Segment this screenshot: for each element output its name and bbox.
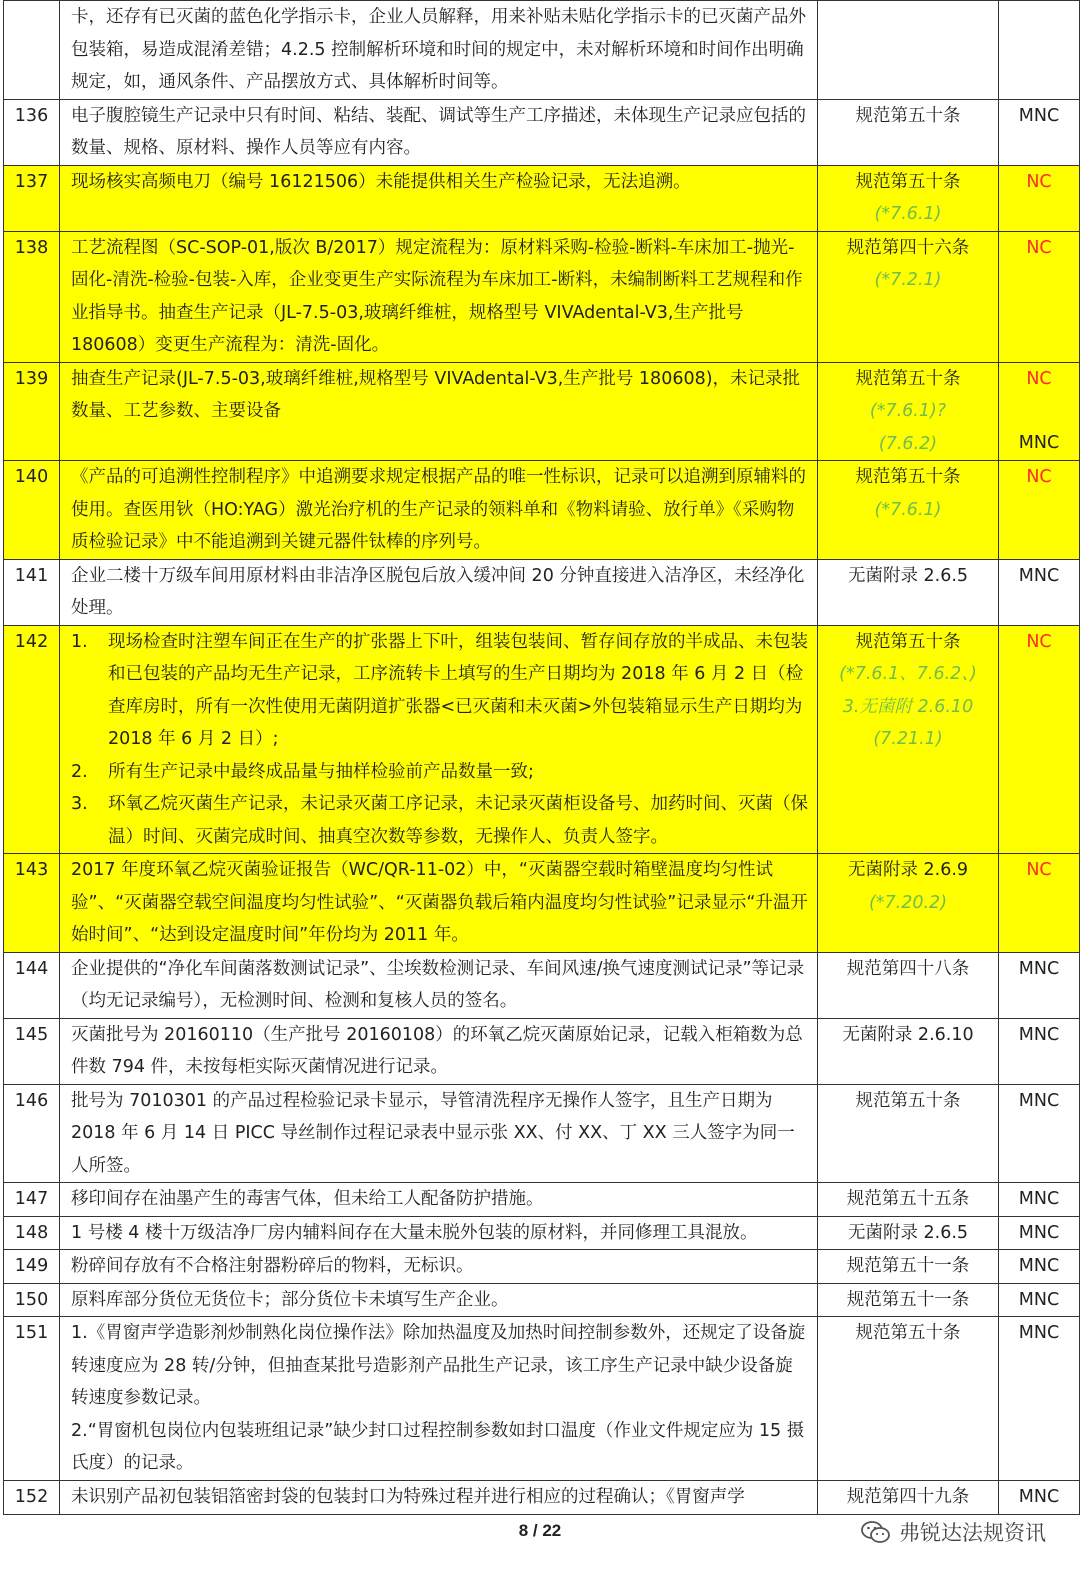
table-row	[4, 1183, 1080, 1217]
clause-annotation: (*7.6.1)	[874, 204, 942, 224]
finding-description: 抽查生产记录(JL-7.5-03,玻璃纤维桩,规格型号 VIVAdental-V3,生产批号 180608)，未记录批数量、工艺参数、主要设备	[60, 362, 818, 461]
grade-label: MNC	[1018, 1090, 1060, 1111]
table-row	[4, 1084, 1080, 1183]
severity-grade	[999, 1, 1080, 100]
grade-label: MNC	[1018, 958, 1060, 979]
regulation-clause: 规范第五十条	[855, 105, 961, 126]
severity-grade	[999, 1084, 1080, 1183]
regulation-reference	[818, 1018, 999, 1084]
regulation-clause: 规范第五十条	[855, 1090, 961, 1111]
grade-label: NC	[1026, 467, 1052, 487]
finding-description: 灭菌批号为 20160110（生产批号 20160108）的环氧乙烷灭菌原始记录，记载入柜箱数为总件数 794 件，未按每柜实际灭菌情况进行记录。	[60, 1018, 818, 1084]
finding-description: 粉碎间存放有不合格注射器粉碎后的物料，无标识。	[60, 1250, 818, 1284]
finding-description	[60, 625, 818, 854]
finding-item-number: 2.	[71, 761, 88, 782]
row-number: 142	[4, 625, 60, 854]
regulation-reference	[818, 952, 999, 1018]
regulation-clause: 规范第五十条	[855, 1323, 961, 1343]
grade-label: NC	[1026, 171, 1052, 192]
wechat-icon	[861, 1520, 891, 1544]
regulation-clause: 规范第四十八条	[846, 958, 970, 979]
regulation-reference	[818, 362, 999, 461]
brand-text: 弗锐达法规资讯	[899, 1521, 1046, 1545]
regulation-reference	[818, 165, 999, 231]
grade-label: NC	[1026, 237, 1052, 258]
findings-table	[3, 0, 1080, 1515]
severity-grade	[999, 952, 1080, 1018]
severity-grade	[999, 1216, 1080, 1250]
clause-annotation: (*7.6.1)?	[869, 401, 947, 421]
clause-annotation: (*7.6.1、7.6.2、)	[839, 664, 977, 684]
regulation-clause: 规范第五十条	[855, 467, 961, 487]
row-number: 147	[4, 1183, 60, 1217]
severity-grade	[999, 1250, 1080, 1284]
finding-description: 原料库部分货位无货位卡；部分货位卡未填写生产企业。	[60, 1283, 818, 1317]
regulation-reference	[818, 1084, 999, 1183]
table-row	[4, 1283, 1080, 1317]
row-number	[4, 1, 60, 100]
row-number: 139	[4, 362, 60, 461]
grade-label-secondary: MNC	[1018, 433, 1060, 453]
grade-label: MNC	[1018, 1256, 1060, 1276]
finding-item-text: 环氧乙烷灭菌生产记录，未记录灭菌工序记录，未记录灭菌柜设备号、加药时间、灭菌（保温）时间、灭菌完成时间、抽真空次数等参数，无操作人、负责人签字。	[108, 794, 808, 847]
clause-annotation: (7.6.2)	[878, 433, 938, 454]
severity-grade	[999, 99, 1080, 165]
finding-paragraph: 2.“胃窗机包岗位内包装班组记录”缺少封口过程控制参数如封口温度（作业文件规定应为 15 摄氏度）的记录。	[71, 1420, 805, 1473]
finding-description: 《产品的可追溯性控制程序》中追溯要求规定根据产品的唯一性标识，记录可以追溯到原辅料的使用。查医用钬（HO:YAG）激光治疗机的生产记录的领料单和《物料请验、放行单》《采购物质检验记录》中不能追溯到关键元器件钛棒的序列号。	[60, 461, 818, 560]
row-number: 137	[4, 165, 60, 231]
row-number: 148	[4, 1216, 60, 1250]
regulation-reference	[818, 854, 999, 953]
finding-item	[71, 626, 809, 756]
finding-description: 批号为 7010301 的产品过程检验记录卡显示，导管清洗程序无操作人签字，且生产日期为 2018 年 6 月 14 日 PICC 导丝制作过程记录表中显示张 XX、付 XX、丁 XX 三人签字为同一人所签。	[60, 1084, 818, 1183]
table-row	[4, 1216, 1080, 1250]
regulation-clause: 规范第五十五条	[846, 1189, 970, 1209]
finding-description: 企业二楼十万级车间用原材料由非洁净区脱包后放入缓冲间 20 分钟直接进入洁净区，未经净化处理。	[60, 559, 818, 625]
clause-annotation: (7.21.1)	[873, 729, 943, 749]
table-row	[4, 1317, 1080, 1481]
grade-label: MNC	[1018, 1189, 1060, 1209]
finding-item	[71, 756, 809, 789]
finding-description: 1 号楼 4 楼十万级洁净厂房内辅料间存在大量未脱外包装的原材料，并同修理工具混放。	[60, 1216, 818, 1250]
regulation-reference	[818, 559, 999, 625]
row-number: 150	[4, 1283, 60, 1317]
row-number: 151	[4, 1317, 60, 1481]
regulation-reference	[818, 1183, 999, 1217]
regulation-clause: 规范第五十条	[855, 171, 961, 192]
clause-annotation: (*7.2.1)	[874, 270, 942, 290]
severity-grade	[999, 854, 1080, 953]
regulation-reference	[818, 1, 999, 100]
regulation-clause: 规范第四十九条	[846, 1486, 970, 1507]
grade-label: MNC	[1018, 1222, 1060, 1243]
table-row	[4, 952, 1080, 1018]
regulation-clause: 规范第五十条	[855, 631, 961, 652]
row-number: 136	[4, 99, 60, 165]
table-row	[4, 99, 1080, 165]
grade-label: MNC	[1018, 105, 1060, 126]
severity-grade	[999, 1283, 1080, 1317]
row-number: 145	[4, 1018, 60, 1084]
row-number: 143	[4, 854, 60, 953]
clause-annotation: (*7.6.1)	[874, 499, 942, 520]
regulation-clause: 无菌附录 2.6.5	[847, 1222, 969, 1243]
regulation-clause: 规范第五十一条	[846, 1256, 970, 1276]
finding-item-list	[71, 626, 809, 854]
finding-description: 未识别产品初包装铝箔密封袋的包装封口为特殊过程并进行相应的过程确认；《胃窗声学	[60, 1480, 818, 1514]
row-number: 140	[4, 461, 60, 560]
regulation-reference	[818, 1480, 999, 1514]
table-row	[4, 1, 1080, 100]
table-row	[4, 1018, 1080, 1084]
severity-grade	[999, 625, 1080, 854]
clause-annotation: (*7.20.2)	[868, 892, 948, 913]
finding-paragraph: 1.《胃窗声学造影剂炒制熟化岗位操作法》除加热温度及加热时间控制参数外，还规定了设备旋转速度应为 28 转/分钟，但抽查某批号造影剂产品批生产记录，该工序生产记录中缺少设备旋转速度参数记录。	[71, 1323, 806, 1408]
regulation-reference	[818, 99, 999, 165]
row-number: 144	[4, 952, 60, 1018]
row-number: 149	[4, 1250, 60, 1284]
brand-label	[861, 1517, 1046, 1547]
regulation-reference	[818, 461, 999, 560]
grade-label: NC	[1026, 860, 1052, 880]
severity-grade	[999, 1317, 1080, 1481]
regulation-reference	[818, 231, 999, 362]
finding-description: 卡，还存有已灭菌的蓝色化学指示卡，企业人员解释，用来补贴未贴化学指示卡的已灭菌产品外包装箱，易造成混淆差错；4.2.5 控制解析环境和时间的规定中，未对解析环境和时间作出明确规定，如，通风条件、产品摆放方式、具体解析时间等。	[60, 1, 818, 100]
table-row	[4, 1250, 1080, 1284]
row-number: 141	[4, 559, 60, 625]
severity-grade	[999, 1183, 1080, 1217]
finding-description	[60, 1317, 818, 1481]
clause-annotation: 3.无菌附 2.6.10	[842, 696, 974, 717]
grade-label: MNC	[1018, 1289, 1060, 1310]
finding-item-text: 现场检查时注塑车间正在生产的扩张器上下叶，组装包装间、暂存间存放的半成品、未包装和已包装的产品均无生产记录，工序流转卡上填写的生产日期均为 2018 年 6 月 2 日（检查库房时，所有一次性使用无菌阴道扩张器<已灭菌和未灭菌>外包装箱显示生产日期均为 2018 年 6 月 2 日）;	[108, 631, 808, 749]
regulation-reference	[818, 1216, 999, 1250]
table-row	[4, 165, 1080, 231]
grade-label: NC	[1026, 631, 1052, 652]
finding-item-number: 1.	[71, 631, 88, 652]
findings-table-body	[4, 1, 1080, 1515]
table-row	[4, 362, 1080, 461]
regulation-reference	[818, 1283, 999, 1317]
grade-label: NC	[1026, 368, 1052, 389]
severity-grade	[999, 1018, 1080, 1084]
finding-item	[71, 788, 809, 853]
page-number: 8 / 22	[518, 1521, 562, 1540]
severity-grade	[999, 362, 1080, 461]
regulation-clause: 无菌附录 2.6.9	[847, 860, 969, 880]
finding-description: 电子腹腔镜生产记录中只有时间、粘结、装配、调试等生产工序描述，未体现生产记录应包括的数量、规格、原材料、操作人员等应有内容。	[60, 99, 818, 165]
regulation-clause: 规范第五十条	[855, 368, 961, 389]
finding-item-text: 所有生产记录中最终成品量与抽样检验前产品数量一致;	[108, 761, 534, 782]
severity-grade	[999, 461, 1080, 560]
regulation-clause: 规范第五十一条	[846, 1289, 970, 1310]
finding-description: 移印间存在油墨产生的毒害气体，但未给工人配备防护措施。	[60, 1183, 818, 1217]
grade-label: MNC	[1018, 1486, 1060, 1507]
table-row	[4, 559, 1080, 625]
severity-grade	[999, 231, 1080, 362]
severity-grade	[999, 165, 1080, 231]
severity-grade	[999, 1480, 1080, 1514]
regulation-reference	[818, 1317, 999, 1481]
finding-description: 现场核实高频电刀（编号 16121506）未能提供相关生产检验记录，无法追溯。	[60, 165, 818, 231]
regulation-clause: 规范第四十六条	[846, 237, 970, 258]
table-row	[4, 231, 1080, 362]
finding-description: 工艺流程图（SC-SOP-01,版次 B/2017）规定流程为：原材料采购-检验-断料-车床加工-抛光-固化-清洗-检验-包装-入库，企业变更生产实际流程为车床加工-断料，未编制断料工艺规程和作业指导书。抽查生产记录（JL-7.5-03,玻璃纤维桩，规格型号 VIVAdental-V3,生产批号 180608）变更生产流程为：清洗-固化。	[60, 231, 818, 362]
grade-label: MNC	[1018, 1323, 1060, 1343]
grade-label: MNC	[1018, 1024, 1060, 1045]
row-number: 146	[4, 1084, 60, 1183]
regulation-clause: 无菌附录 2.6.5	[847, 565, 969, 586]
table-row	[4, 625, 1080, 854]
regulation-reference	[818, 625, 999, 854]
finding-item-number: 3.	[71, 794, 88, 814]
table-row	[4, 461, 1080, 560]
table-row	[4, 1480, 1080, 1514]
regulation-clause: 无菌附录 2.6.10	[842, 1024, 974, 1045]
row-number: 152	[4, 1480, 60, 1514]
severity-grade	[999, 559, 1080, 625]
regulation-reference	[818, 1250, 999, 1284]
page-footer	[0, 1517, 1080, 1551]
finding-description: 2017 年度环氧乙烷灭菌验证报告（WC/QR-11-02）中，“灭菌器空载时箱壁温度均匀性试验”、“灭菌器空载空间温度均匀性试验”、“灭菌器负载后箱内温度均匀性试验”记录显示“升温开始时间”、“达到设定温度时间”年份均为 2011 年。	[60, 854, 818, 953]
grade-label: MNC	[1018, 565, 1060, 586]
row-number: 138	[4, 231, 60, 362]
table-row	[4, 854, 1080, 953]
finding-description: 企业提供的“净化车间菌落数测试记录”、尘埃数检测记录、车间风速/换气速度测试记录”等记录（均无记录编号），无检测时间、检测和复核人员的签名。	[60, 952, 818, 1018]
